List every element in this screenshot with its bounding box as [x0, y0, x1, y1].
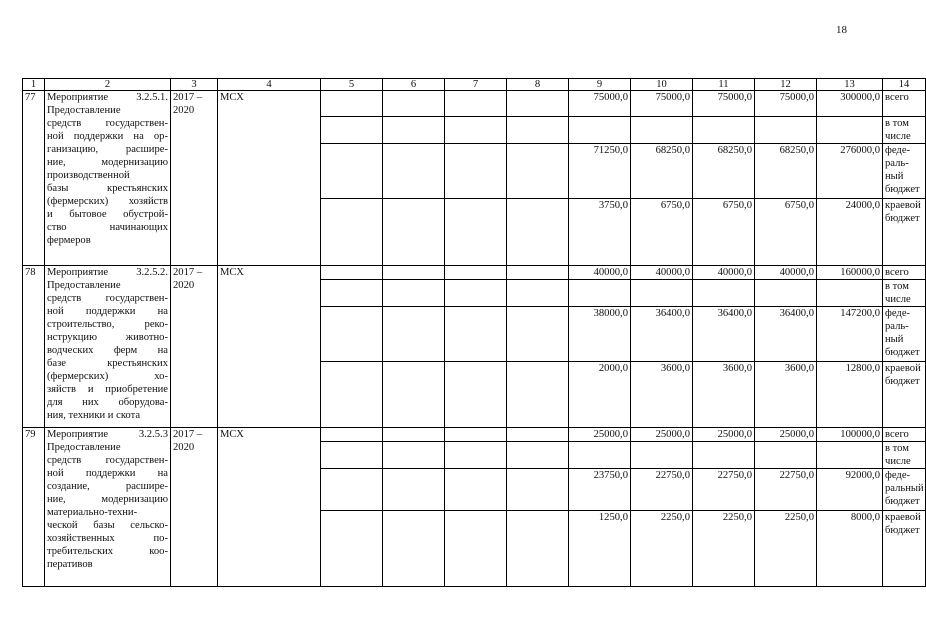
empty-cell [445, 266, 507, 280]
empty-cell [445, 442, 507, 469]
empty-cell [321, 199, 383, 266]
amount-cell: 3600,0 [631, 362, 693, 428]
empty-cell [445, 199, 507, 266]
funding-source-label: феде- раль- ный бюджет [883, 144, 926, 199]
amount-cell: 38000,0 [569, 307, 631, 362]
description-line: перативов [47, 559, 93, 570]
amount-cell [631, 117, 693, 144]
period: 2017 – 2020 [171, 428, 218, 587]
description-line: Предоставление [47, 442, 121, 453]
description-line: Мероприятие 3.2.5.2. [47, 267, 168, 278]
description-line: нструкцию животно- [47, 332, 168, 343]
amount-cell: 68250,0 [755, 144, 817, 199]
empty-cell [383, 428, 445, 442]
page-number: 18 [836, 24, 847, 36]
description-line: Мероприятие 3.2.5.3 [47, 429, 168, 440]
amount-cell: 276000,0 [817, 144, 883, 199]
description-line: базы крестьянских [47, 183, 168, 194]
amount-cell: 75000,0 [755, 91, 817, 117]
description-line: создание, расшире- [47, 481, 168, 492]
measure-row [23, 428, 926, 442]
amount-cell: 23750,0 [569, 469, 631, 511]
measure-description [45, 266, 171, 428]
empty-cell [445, 428, 507, 442]
header-cell: 9 [569, 79, 631, 91]
empty-cell [383, 91, 445, 117]
amount-cell: 147200,0 [817, 307, 883, 362]
amount-cell: 2000,0 [569, 362, 631, 428]
header-cell: 14 [883, 79, 926, 91]
empty-cell [321, 307, 383, 362]
description-line: средств государствен- [47, 455, 168, 466]
amount-cell [693, 280, 755, 307]
amount-cell: 36400,0 [631, 307, 693, 362]
amount-cell [631, 442, 693, 469]
header-cell: 3 [171, 79, 218, 91]
amount-cell: 160000,0 [817, 266, 883, 280]
amount-cell: 25000,0 [755, 428, 817, 442]
empty-cell [507, 280, 569, 307]
description-line: ство начинающих [47, 222, 168, 233]
empty-cell [507, 511, 569, 587]
header-cell: 5 [321, 79, 383, 91]
empty-cell [507, 117, 569, 144]
amount-cell: 92000,0 [817, 469, 883, 511]
amount-cell: 25000,0 [631, 428, 693, 442]
amount-cell: 36400,0 [755, 307, 817, 362]
amount-cell [631, 280, 693, 307]
amount-cell: 6750,0 [631, 199, 693, 266]
funding-source-label: в том числе [883, 280, 926, 307]
funding-source-label: феде- раль- ный бюджет [883, 307, 926, 362]
description-line: требительских коо- [47, 546, 168, 557]
measure-description [45, 428, 171, 587]
funding-source-label: феде- ральный бюджет [883, 469, 926, 511]
description-line: ной поддержки на [47, 306, 168, 317]
amount-cell: 3750,0 [569, 199, 631, 266]
empty-cell [507, 428, 569, 442]
amount-cell [817, 117, 883, 144]
empty-cell [383, 199, 445, 266]
funding-source-label: краевой бюджет [883, 199, 926, 266]
empty-cell [507, 307, 569, 362]
amount-cell: 3600,0 [755, 362, 817, 428]
amount-cell: 100000,0 [817, 428, 883, 442]
empty-cell [321, 442, 383, 469]
empty-cell [383, 442, 445, 469]
amount-cell: 2250,0 [631, 511, 693, 587]
description-line: водческих ферм на [47, 345, 168, 356]
description-line: (фермерских) хо- [47, 371, 168, 382]
amount-cell [693, 117, 755, 144]
header-cell: 7 [445, 79, 507, 91]
empty-cell [321, 91, 383, 117]
empty-cell [507, 469, 569, 511]
description-line: и бытовое обустрой- [47, 209, 168, 220]
description-line: ние, модернизацию [47, 494, 168, 505]
amount-cell: 75000,0 [569, 91, 631, 117]
amount-cell: 75000,0 [693, 91, 755, 117]
empty-cell [507, 442, 569, 469]
empty-cell [507, 362, 569, 428]
amount-cell: 12800,0 [817, 362, 883, 428]
funding-source-label: краевой бюджет [883, 511, 926, 587]
empty-cell [507, 91, 569, 117]
amount-cell [755, 442, 817, 469]
empty-cell [507, 199, 569, 266]
description-line: хозяйственных по- [47, 533, 168, 544]
column-number-header [23, 79, 926, 91]
amount-cell: 2250,0 [693, 511, 755, 587]
executor: МСХ [218, 91, 321, 266]
amount-cell [693, 442, 755, 469]
description-line: средств государствен- [47, 118, 168, 129]
description-line: ние, модернизацию [47, 157, 168, 168]
amount-cell: 68250,0 [631, 144, 693, 199]
amount-cell: 40000,0 [693, 266, 755, 280]
empty-cell [321, 280, 383, 307]
empty-cell [321, 428, 383, 442]
amount-cell [755, 117, 817, 144]
row-number: 79 [23, 428, 45, 587]
amount-cell: 24000,0 [817, 199, 883, 266]
empty-cell [383, 144, 445, 199]
description-line: (фермерских) хозяйств [47, 196, 168, 207]
header-cell: 10 [631, 79, 693, 91]
period: 2017 – 2020 [171, 266, 218, 428]
description-line: фермеров [47, 235, 91, 246]
description-line: производственной [47, 170, 130, 181]
amount-cell: 36400,0 [693, 307, 755, 362]
executor: МСХ [218, 428, 321, 587]
description-line: Предоставление [47, 105, 121, 116]
amount-cell [569, 117, 631, 144]
amount-cell: 68250,0 [693, 144, 755, 199]
amount-cell: 25000,0 [569, 428, 631, 442]
amount-cell [755, 280, 817, 307]
empty-cell [445, 117, 507, 144]
header-cell: 2 [45, 79, 171, 91]
header-cell: 13 [817, 79, 883, 91]
amount-cell: 300000,0 [817, 91, 883, 117]
description-line: ной поддержки на [47, 468, 168, 479]
funding-source-label: в том числе [883, 117, 926, 144]
empty-cell [321, 469, 383, 511]
empty-cell [445, 362, 507, 428]
funding-source-label: в том числе [883, 442, 926, 469]
amount-cell: 6750,0 [755, 199, 817, 266]
measure-row [23, 91, 926, 117]
description-line: ганизацию, расшире- [47, 144, 168, 155]
measure-description [45, 91, 171, 266]
header-cell: 11 [693, 79, 755, 91]
period: 2017 – 2020 [171, 91, 218, 266]
empty-cell [321, 266, 383, 280]
empty-cell [445, 91, 507, 117]
program-table [22, 78, 926, 587]
empty-cell [383, 362, 445, 428]
empty-cell [445, 511, 507, 587]
measure-row [23, 266, 926, 280]
description-line: ной поддержки на ор- [47, 131, 168, 142]
amount-cell: 22750,0 [631, 469, 693, 511]
description-line: Мероприятие 3.2.5.1. [47, 92, 168, 103]
funding-source-label: всего [883, 91, 926, 117]
empty-cell [383, 117, 445, 144]
amount-cell: 71250,0 [569, 144, 631, 199]
header-cell: 4 [218, 79, 321, 91]
empty-cell [445, 307, 507, 362]
empty-cell [383, 266, 445, 280]
executor: МСХ [218, 266, 321, 428]
empty-cell [321, 362, 383, 428]
description-line: зяйств и приобретение [47, 384, 168, 395]
amount-cell: 22750,0 [693, 469, 755, 511]
amount-cell [817, 280, 883, 307]
header-cell: 8 [507, 79, 569, 91]
description-line: строительство, реко- [47, 319, 168, 330]
funding-source-label: краевой бюджет [883, 362, 926, 428]
empty-cell [383, 511, 445, 587]
amount-cell: 3600,0 [693, 362, 755, 428]
empty-cell [383, 280, 445, 307]
amount-cell: 75000,0 [631, 91, 693, 117]
description-line: Предоставление [47, 280, 121, 291]
description-line: для них оборудова- [47, 397, 168, 408]
empty-cell [321, 144, 383, 199]
amount-cell: 2250,0 [755, 511, 817, 587]
description-line: базе крестьянских [47, 358, 168, 369]
empty-cell [445, 469, 507, 511]
amount-cell: 1250,0 [569, 511, 631, 587]
description-line: ния, техники и скота [47, 410, 141, 421]
amount-cell: 8000,0 [817, 511, 883, 587]
description-line: средств государствен- [47, 293, 168, 304]
header-cell: 1 [23, 79, 45, 91]
empty-cell [383, 469, 445, 511]
header-cell: 12 [755, 79, 817, 91]
header-cell: 6 [383, 79, 445, 91]
description-line: ческой базы сельско- [47, 520, 168, 531]
amount-cell [569, 442, 631, 469]
description-line: материально-техни- [47, 507, 138, 518]
empty-cell [507, 144, 569, 199]
row-number: 78 [23, 266, 45, 428]
empty-cell [321, 117, 383, 144]
empty-cell [445, 280, 507, 307]
amount-cell: 40000,0 [569, 266, 631, 280]
funding-source-label: всего [883, 428, 926, 442]
empty-cell [445, 144, 507, 199]
amount-cell: 40000,0 [631, 266, 693, 280]
amount-cell [569, 280, 631, 307]
empty-cell [507, 266, 569, 280]
empty-cell [383, 307, 445, 362]
amount-cell: 6750,0 [693, 199, 755, 266]
funding-source-label: всего [883, 266, 926, 280]
amount-cell: 25000,0 [693, 428, 755, 442]
amount-cell: 22750,0 [755, 469, 817, 511]
amount-cell: 40000,0 [755, 266, 817, 280]
amount-cell [817, 442, 883, 469]
row-number: 77 [23, 91, 45, 266]
empty-cell [321, 511, 383, 587]
